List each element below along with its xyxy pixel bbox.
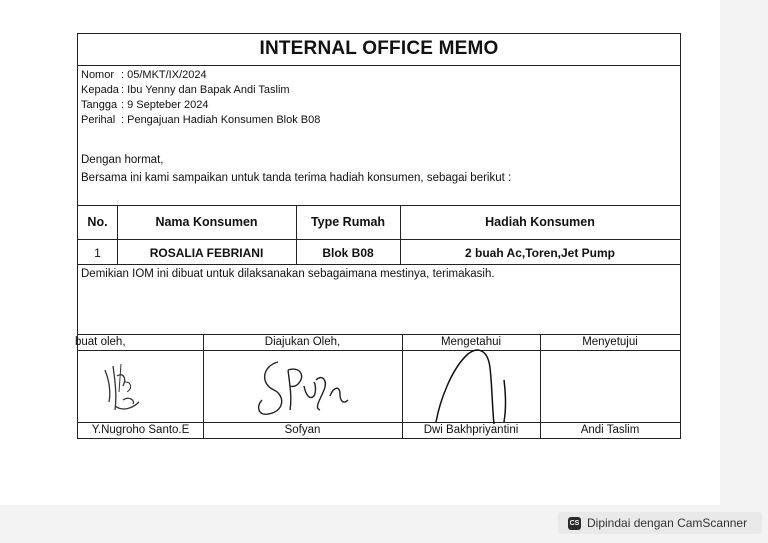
sig-name-dwi: Dwi Bakhpriyantini <box>423 424 519 436</box>
sig-header-diajukan: Diajukan Oleh, <box>264 336 341 348</box>
divider <box>78 334 680 335</box>
col-header-hadiah: Hadiah Konsumen <box>485 215 595 229</box>
camscanner-watermark <box>558 512 762 534</box>
signature-dwi <box>428 340 528 428</box>
field-perihal: Perihal : Pengajuan Hadiah Konsumen Blok B08 <box>81 114 321 126</box>
memo-title: INTERNAL OFFICE MEMO <box>259 38 499 59</box>
greeting: Dengan hormat, <box>81 154 164 166</box>
field-tanggal: Tangga : 9 Septeber 2024 <box>81 99 209 111</box>
cell-hadiah: 2 buah Ac,Toren,Jet Pump <box>464 246 616 260</box>
sig-header-mengetahui: Mengetahui <box>440 336 502 348</box>
signature-sofyan <box>248 356 358 420</box>
divider <box>78 239 680 240</box>
col-header-type: Type Rumah <box>310 215 386 229</box>
cell-type: Blok B08 <box>322 246 374 260</box>
divider <box>78 65 680 66</box>
divider <box>540 334 541 438</box>
camscanner-label: Dipindai dengan CamScanner <box>587 516 748 530</box>
divider <box>78 422 680 423</box>
field-nomor: Nomor : 05/MKT/IX/2024 <box>81 69 207 81</box>
signature-nugroho <box>93 356 153 420</box>
sig-name-sofyan: Sofyan <box>284 424 321 436</box>
sig-header-buat: buat oleh, <box>75 336 126 348</box>
divider <box>402 334 403 438</box>
cell-no: 1 <box>94 246 101 260</box>
camscanner-icon: CS <box>568 517 581 530</box>
col-header-no: No. <box>87 215 108 229</box>
divider <box>78 350 680 351</box>
divider <box>78 205 680 206</box>
sig-header-menyetujui: Menyetujui <box>582 336 638 348</box>
divider <box>203 334 204 438</box>
col-header-nama: Nama Konsumen <box>155 215 258 229</box>
cell-nama: ROSALIA FEBRIANI <box>149 246 264 260</box>
closing-text: Demikian IOM ini dibuat untuk dilaksanakan sebagaimana mestinya, terimakasih. <box>81 268 495 280</box>
divider <box>78 264 680 265</box>
field-kepada: Kepada : Ibu Yenny dan Bapak Andi Taslim <box>81 84 290 96</box>
sig-name-andi: Andi Taslim <box>580 424 640 436</box>
intro-text: Bersama ini kami sampaikan untuk tanda terima hadiah konsumen, sebagai berikut : <box>81 172 512 184</box>
sig-name-nugroho: Y.Nugroho Santo.E <box>91 424 190 436</box>
memo-form <box>77 33 681 439</box>
